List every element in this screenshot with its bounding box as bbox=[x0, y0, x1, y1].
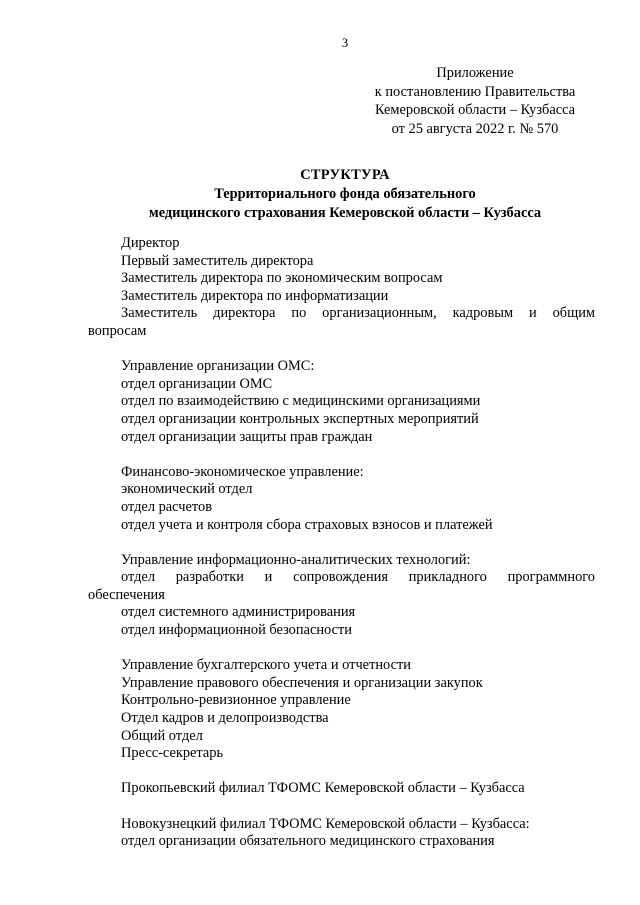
it-unit-continuation: обеспечения bbox=[88, 586, 165, 603]
deputy-economic: Заместитель директора по экономическим вопросам bbox=[121, 270, 443, 287]
title-line: Территориального фонда обязательного bbox=[214, 186, 476, 202]
appendix-line: от 25 августа 2022 г. № 570 bbox=[391, 120, 559, 137]
prokopyevsk-branch: Прокопьевский филиал ТФОМС Кемеровской области – Кузбасса bbox=[121, 780, 525, 797]
page-number: 3 bbox=[341, 36, 349, 50]
deputy-organizational-first-line: Заместитель директора по организационным, кадровым и общим bbox=[121, 305, 595, 322]
list-item: отдел учета и контроля сбора страховых взносов и платежей bbox=[121, 516, 493, 533]
list-item: Контрольно-ревизионное управление bbox=[121, 692, 351, 709]
list-item: отдел организации обязательного медицинского страхования bbox=[121, 833, 495, 850]
document-title bbox=[0, 166, 640, 223]
deputy-organizational-continuation: вопросам bbox=[88, 322, 147, 339]
list-item: Общий отдел bbox=[121, 727, 203, 744]
appendix-block bbox=[350, 64, 600, 138]
list-item: Управление бухгалтерского учета и отчетности bbox=[121, 657, 411, 674]
first-deputy: Первый заместитель директора bbox=[121, 252, 314, 269]
list-item: Управление правового обеспечения и организации закупок bbox=[121, 674, 483, 691]
structure-body bbox=[88, 235, 595, 851]
finance-department-title: Финансово-экономическое управление: bbox=[121, 463, 364, 480]
list-item: отдел организации ОМС bbox=[121, 375, 273, 392]
list-item: Пресс-секретарь bbox=[121, 745, 224, 762]
list-item: отдел организации защиты прав граждан bbox=[121, 428, 373, 445]
title-line: медицинского страхования Кемеровской области – Кузбасса bbox=[148, 205, 542, 221]
deputy-organizational bbox=[88, 305, 595, 340]
director: Директор bbox=[121, 235, 180, 251]
oms-department-title: Управление организации ОМС: bbox=[121, 358, 315, 375]
appendix-line: Кемеровской области – Кузбасса bbox=[374, 102, 576, 118]
appendix-line: Приложение bbox=[436, 65, 514, 81]
list-item bbox=[88, 569, 595, 604]
deputy-it: Заместитель директора по информатизации bbox=[121, 287, 389, 304]
novokuznetsk-branch-title: Новокузнецкий филиал ТФОМС Кемеровской области – Кузбасса: bbox=[121, 815, 530, 832]
list-item: отдел системного администрирования bbox=[121, 604, 356, 621]
it-department-title: Управление информационно-аналитических технологий: bbox=[121, 551, 471, 568]
list-item: отдел расчетов bbox=[121, 498, 212, 515]
list-item: отдел информационной безопасности bbox=[121, 622, 352, 639]
list-item: отдел по взаимодействию с медицинскими организациями bbox=[121, 393, 481, 410]
list-item: отдел организации контрольных экспертных мероприятий bbox=[121, 410, 479, 427]
list-item: экономический отдел bbox=[121, 481, 253, 498]
list-item: Отдел кадров и делопроизводства bbox=[121, 710, 329, 727]
appendix-line: к постановлению Правительства bbox=[374, 83, 576, 100]
it-unit-first-line: отдел разработки и сопровождения прикладного программного bbox=[121, 569, 595, 586]
title-heading: СТРУКТУРА bbox=[300, 167, 390, 183]
